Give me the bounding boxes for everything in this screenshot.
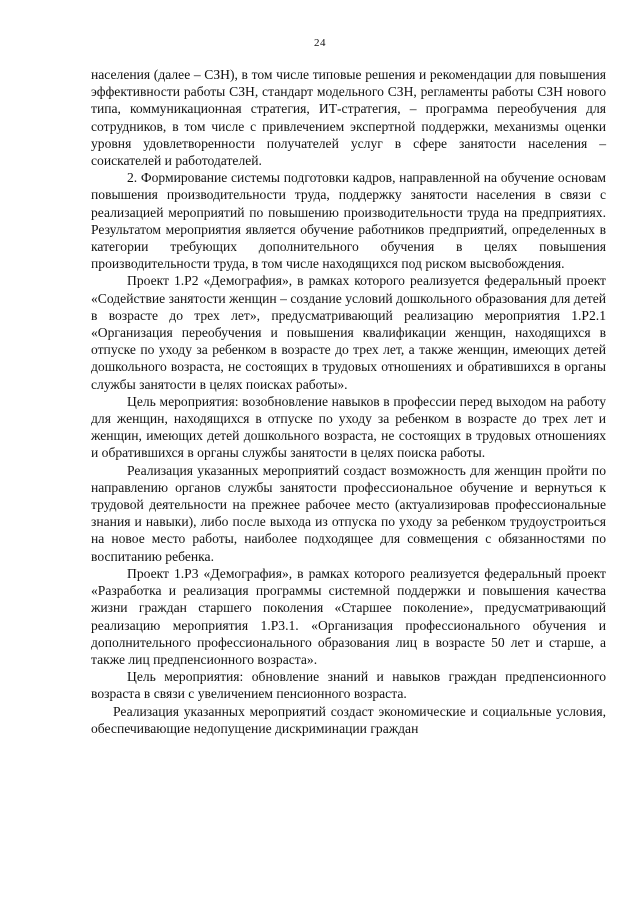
paragraph-result-p2: Реализация указанных мероприятий создаст возможность для женщин пройти по направлению органов службы занятости профессиональное обучение и вернуться к трудовой деятельности на прежнее рабочее место (актуализировав профессиональные знания и навыки), либо после выхода из отпуска по уходу за ребенком трудоустроиться на новое место работы, наиболее подходящее для совмещения с обязанностями по воспитанию ребенка. [91, 462, 606, 564]
paragraph-goal-p2: Цель мероприятия: возобновление навыков в профессии перед выходом на работу для женщин, находящихся в отпуске по уходу за ребенком в возрасте до трех лет и женщин, имеющих детей дошкольного возраста, не состоящих в трудовых отношениях и обратившихся в органы службы занятости в целях поиска работы. [91, 393, 606, 461]
page-number: 24 [314, 37, 326, 49]
paragraph-result-p3: Реализация указанных мероприятий создаст экономические и социальные условия, обеспечивающие недопущение дискриминации граждан [91, 703, 606, 736]
paragraph-item-2: 2. Формирование системы подготовки кадров, направленной на обучение основам повышения производительности труда, поддержку занятости населения в связи с реализацией мероприятий по повышению производительности труда на предприятиях. Результатом мероприятия является обучение работников предприятий, определенных в категории требующих дополнительного обучения в целях повышения производительности труда, в том числе находящихся под риском высвобождения. [91, 170, 606, 272]
paragraph-project-p3: Проект 1.Р3 «Демография», в рамках которого реализуется федеральный проект «Разработка и реализация программы системной поддержки и повышения качества жизни граждан старшего поколения «Старшее поколение», предусматривающий реализацию мероприятия 1.Р3.1. «Организация профессионального обучения и дополнительного профессионального образования лиц в возрасте 50 лет и старше, а также лиц предпенсионного возраста». [91, 565, 606, 667]
paragraph-goal-p3: Цель мероприятия: обновление знаний и навыков граждан предпенсионного возраста в связи с увеличением пенсионного возраста. [91, 669, 606, 702]
paragraph-project-p2: Проект 1.Р2 «Демография», в рамках которого реализуется федеральный проект «Содействие занятости женщин – создание условий дошкольного образования для детей в возрасте до трех лет», предусматривающий реализацию мероприятия 1.Р2.1 «Организация переобучения и повышения квалификации женщин, находящихся в отпуске по уходу за ребенком в возрасте до трех лет, а также женщин, имеющих детей дошкольного возраста, не состоящих в трудовых отношениях и обратившихся в органы службы занятости в целях поисках работы». [91, 273, 606, 392]
document-body [91, 66, 606, 737]
paragraph-continuation: населения (далее – СЗН), в том числе типовые решения и рекомендации для повышения эффективности работы СЗН, стандарт модельного СЗН, регламенты работы СЗН нового типа, коммуникационная стратегия, ИТ-стратегия, – программа переобучения для сотрудников, в том числе с привлечением экспертной поддержки, механизмы оценки уровня удовлетворенности получателей услуг в сфере занятости населения – соискателей и работодателей. [91, 67, 606, 169]
